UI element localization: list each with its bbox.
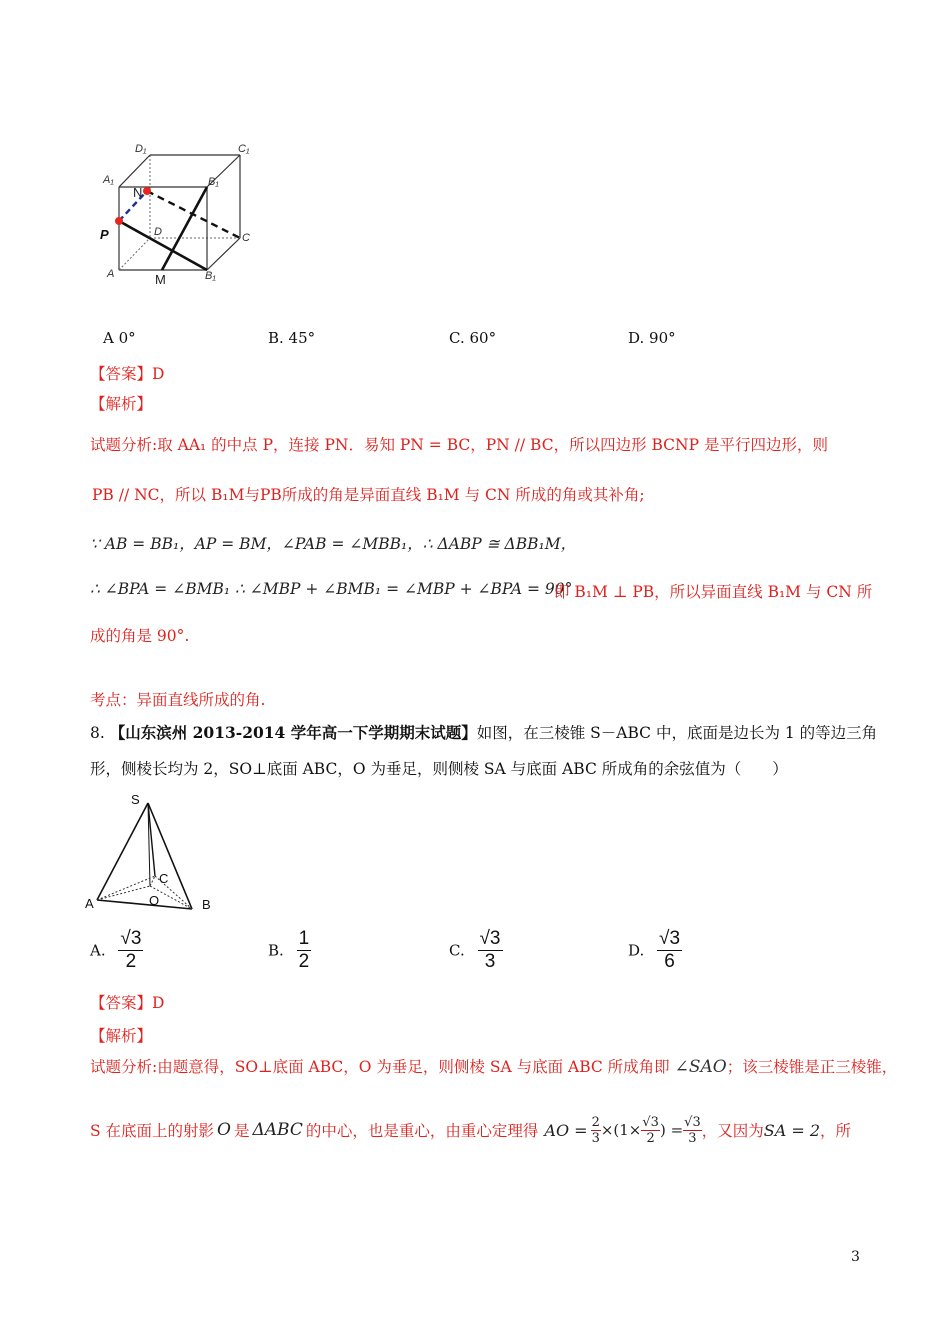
label-c: C	[159, 871, 169, 886]
q8-line1-tail: ；该三棱锥是正三棱锥，	[726, 1058, 898, 1076]
q8-line2-ao: AO =	[544, 1120, 588, 1140]
q8-analysis-line2	[90, 1108, 851, 1152]
q8-option-b-num: 1	[298, 928, 310, 949]
label-o: O	[149, 893, 160, 908]
q8-stem-rest: 如图，在三棱锥 S－ABC 中，底面是边长为 1 的等边三角	[476, 724, 878, 742]
label-a: A	[107, 268, 115, 280]
q8-option-c	[449, 928, 503, 973]
q8-option-a-num: √3	[120, 928, 142, 949]
q8-line2-b: 是	[233, 1122, 250, 1140]
pyramid-figure	[85, 788, 225, 918]
q8-option-b	[268, 928, 311, 973]
q8-option-a-den: 2	[125, 951, 137, 972]
q8-line2-e: ，所	[820, 1122, 852, 1140]
q8-line2-d: ，又因为	[701, 1122, 764, 1140]
label-a1: A₁	[103, 174, 114, 186]
q7-analysis-line1: 试题分析:取 AA₁ 的中点 P，连接 PN．易知 PN = BC，PN // BC，所以四边形 BCNP 是平行四边形，则	[90, 436, 828, 454]
q7-analysis-line4-math: ∴ ∠BPA = ∠BMB₁ ∴ ∠MBP + ∠BMB₁ = ∠MBP + ∠BPA = 90°	[90, 580, 573, 598]
q8-times: ×(1×	[600, 1121, 642, 1139]
label-n: N	[133, 185, 143, 200]
q8-line1-text: 试题分析:由题意得，SO⊥底面 ABC，O 为垂足，则侧棱 SA 与底面 ABC 所成角即	[90, 1058, 670, 1076]
q8-option-c-letter: C.	[449, 941, 465, 960]
label-c1: C₁	[238, 143, 250, 155]
q8-frac2-num: √3	[642, 1114, 659, 1130]
q8-frac2-den: 2	[646, 1130, 655, 1146]
cube-figure	[95, 135, 265, 290]
q8-option-a	[90, 928, 143, 973]
q7-option-c: C. 60°	[449, 329, 497, 347]
q8-frac3-den: 3	[688, 1130, 697, 1146]
q8-answer: 【答案】D	[90, 994, 165, 1012]
q8-option-d-num: √3	[659, 928, 681, 949]
q7-option-a: A 0°	[103, 329, 136, 347]
page-number: 3	[851, 1249, 860, 1265]
label-c: C	[242, 232, 250, 244]
q8-line2-a: S 在底面上的射影	[90, 1122, 215, 1140]
q8-option-c-num: √3	[479, 928, 501, 949]
q7-analysis-line3: ∵ AB = BB₁，AP = BM，∠PAB = ∠MBB₁，∴ ΔABP ≅ ΔBB₁M，	[90, 535, 577, 553]
q7-analysis-line5: 成的角是 90°.	[90, 627, 190, 645]
q8-option-b-den: 2	[298, 951, 310, 972]
label-a: A	[85, 896, 94, 911]
q8-line1-angle: ∠SAO	[674, 1057, 727, 1077]
label-b: B	[202, 897, 211, 912]
q8-analysis-label: 【解析】	[90, 1027, 153, 1045]
q8-frac1-den: 3	[591, 1130, 600, 1146]
q8-line2-triangle: ΔABC	[252, 1120, 303, 1140]
q8-line2-sa: SA = 2	[763, 1120, 821, 1140]
q7-analysis-line2: PB // NC，所以 B₁M与PB所成的角是异面直线 B₁M 与 CN 所成的角或其补角;	[92, 486, 645, 504]
q8-line2-c: 的中心，也是重心，由重心定理得	[305, 1122, 539, 1140]
q7-analysis-label: 【解析】	[90, 395, 153, 413]
q8-number: 8.	[90, 724, 105, 742]
q8-option-d-den: 6	[664, 951, 675, 972]
q8-eq: ) =	[659, 1121, 684, 1139]
q7-answer: 【答案】D	[90, 365, 165, 383]
q8-frac1-num: 2	[591, 1114, 600, 1130]
label-m: M	[155, 272, 166, 287]
q8-option-c-den: 3	[484, 951, 496, 972]
q8-source: 【山东滨州 2013-2014 学年高一下学期期末试题】	[109, 723, 477, 742]
q8-line2-o: O	[217, 1120, 231, 1140]
q8-option-d	[628, 928, 682, 973]
label-d: D	[154, 226, 162, 238]
q8-analysis-line1	[90, 1055, 897, 1077]
q8-option-a-letter: A.	[90, 941, 106, 960]
label-d1: D₁	[135, 143, 147, 155]
q7-analysis-line4-text: 即 B₁M ⊥ PB，所以异面直线 B₁M 与 CN 所	[554, 583, 873, 601]
q7-option-d: D. 90°	[628, 329, 676, 347]
q7-kaodian: 考点：异面直线所成的角.	[90, 691, 266, 709]
label-p: P	[100, 227, 109, 242]
q8-frac3-num: √3	[684, 1114, 701, 1130]
q8-stem-line1	[90, 721, 877, 743]
q8-option-d-letter: D.	[628, 941, 645, 960]
q8-option-b-letter: B.	[268, 941, 284, 960]
q7-option-b: B. 45°	[268, 329, 316, 347]
label-b1-bottom: B₁	[205, 270, 216, 282]
label-s: S	[131, 792, 140, 807]
label-b1-top: B₁	[208, 176, 219, 188]
q8-stem-line2: 形，侧棱长均为 2，SO⊥底面 ABC，O 为垂足，则侧棱 SA 与底面 ABC 所成角的余弦值为（ ）	[90, 760, 788, 778]
